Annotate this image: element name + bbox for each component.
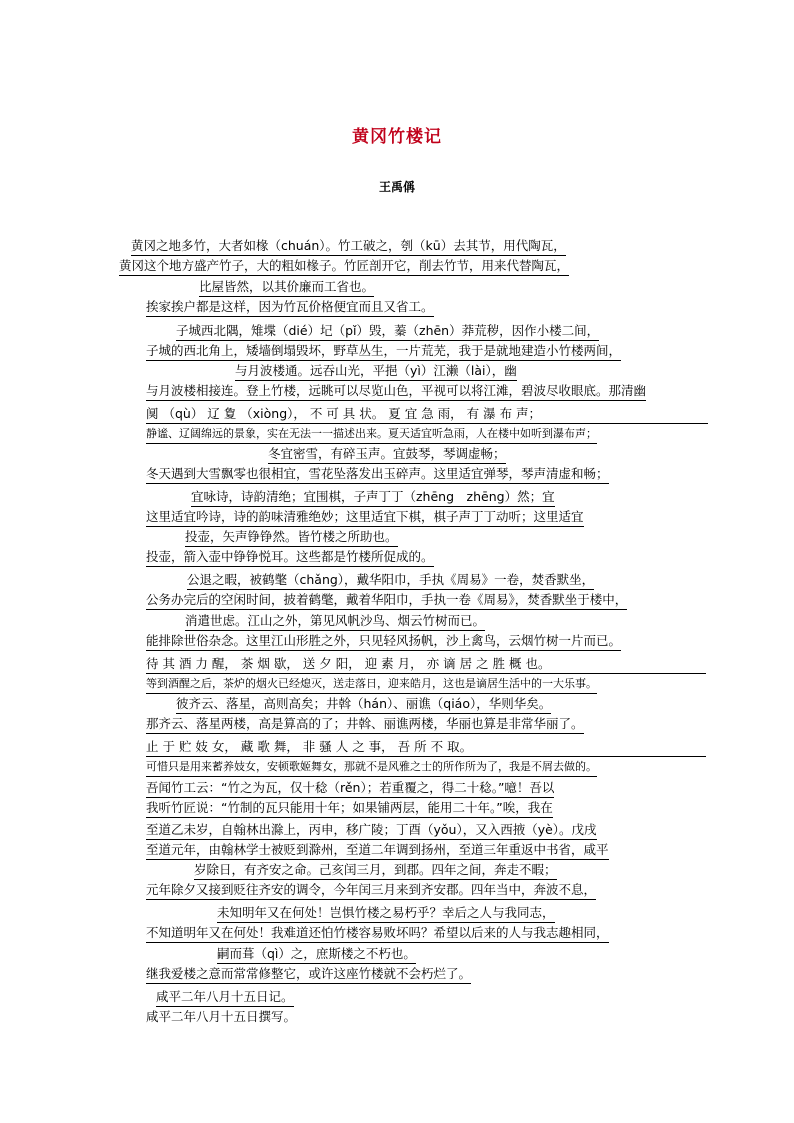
original-text-line: 宜咏诗，诗韵清绝；宜围棋，子声丁丁（zhēng zhēng）然；宜	[191, 488, 555, 507]
original-text-line: 至道乙未岁，自翰林出滁上，丙申，移广陵；丁酉（yǒu），又入西掖（yè）。戊戌	[146, 821, 597, 840]
original-text-line: 嗣而葺（qì）之，庶斯楼之不朽也。	[217, 945, 416, 964]
original-text-line: 阒 （qù） 辽 夐 （xiòng）， 不 可 具 状。 夏 宜 急 雨， 有 瀑 布 声；	[146, 405, 708, 424]
translation-line: 等到酒醒之后，茶炉的烟火已经熄灭，送走落日，迎来皓月，这也是谪居生活中的一大乐事。	[146, 675, 597, 694]
document-author: 王禹偁	[378, 180, 415, 194]
translation-line: 投壶，箭入壶中铮铮悦耳。这些都是竹楼所促成的。	[146, 548, 434, 567]
translation-line: 我听竹匠说：“竹制的瓦只能用十年；如果铺两层，能用二十年。”唉，我在	[146, 799, 553, 818]
original-text-line: 彼齐云、落星，高则高矣；井斡（hán）、丽谯（qiáo），华则华矣。	[176, 695, 551, 714]
original-text-line: 冬宜密雪，有碎玉声。宜鼓琴，琴调虚畅；	[268, 445, 506, 464]
translation-line: 不知道明年又在何处！我难道还怕竹楼容易败坏吗？希望以后来的人与我志趣相同，	[146, 924, 609, 943]
original-text-line: 比屋皆然，以其价廉而工省也。	[199, 278, 374, 297]
date-original-line: 咸平二年八月十五日记。	[156, 988, 294, 1007]
translation-line: 那齐云、落星两楼，高是算高的了；井斡、丽谯两楼，华丽也算是非常华丽了。	[146, 715, 584, 734]
translation-line: 公务办完后的空闲时间，披着鹤氅，戴着华阳巾，手执一卷《周易》，焚香默坐于楼中，	[146, 591, 627, 610]
original-text-line: 未知明年又在何处！岂惧竹楼之易朽乎？幸后之人与我同志，	[217, 904, 555, 923]
translation-line: 可惜只是用来蓄养妓女，安顿歌姬舞女，那就不是风雅之士的所作所为了，我是不屑去做的。	[146, 758, 597, 777]
translation-line: 继我爱楼之意而常常修整它，或许这座竹楼就不会朽烂了。	[146, 965, 471, 984]
translation-line: 与月波楼相接连。登上竹楼，远眺可以尽览山色，平视可以将江滩，碧波尽收眼底。那清幽	[146, 382, 646, 401]
translation-line: 这里适宜吟诗，诗的韵味清雅绝妙；这里适宜下棋，棋子声丁丁动听；这里适宜	[146, 508, 584, 527]
original-text-line: 待 其 酒 力 醒， 茶 烟 歇， 送 夕 阳， 迎 素 月， 亦 谪 居 之 胜 概 也。	[146, 655, 706, 674]
original-text-line: 子城西北隅，雉堞（dié）圮（pǐ）毁，蓁（zhēn）莽荒秽，因作小楼二间，	[176, 322, 599, 341]
original-text-line: 岁除日，有齐安之命。己亥闰三月，到郡。四年之间，奔走不暇；	[194, 861, 557, 880]
translation-line: 黄冈这个地方盛产竹子，大的粗如椽子。竹匠剖开它，削去竹节，用来代替陶瓦，	[119, 257, 569, 276]
original-text-line: 消遣世虑。江山之外，第见风帆沙鸟、烟云竹树而已。	[185, 612, 485, 631]
translation-line: 冬天遇到大雪飘零也很相宜，雪花坠落发出玉碎声。这里适宜弹琴，琴声清虚和畅；	[146, 465, 609, 484]
date-translation-line: 咸平二年八月十五日撰写。	[146, 1009, 297, 1024]
original-text-line: 公退之暇，被鹤氅（chǎng），戴华阳巾，手执《周易》一卷，焚香默坐，	[187, 571, 594, 590]
translation-line: 至道元年，由翰林学士被贬到滁州，至道二年调到扬州，至道三年重返中书省，咸平	[146, 841, 609, 860]
original-text-line: 吾闻竹工云：“竹之为瓦，仅十稔（rěn）；若重覆之，得二十稔。”噫！吾以	[146, 779, 554, 798]
document-title: 黄冈竹楼记	[352, 127, 442, 147]
original-text-line: 止 于 贮 妓 女， 藏 歌 舞， 非 骚 人 之 事， 吾 所 不 取。	[146, 738, 706, 757]
translation-line: 子城的西北角上，矮墙倒塌毁坏，野草丛生，一片荒芜，我于是就地建造小竹楼两间，	[146, 342, 621, 361]
original-text-line: 投壶，矢声铮铮然。皆竹楼之所助也。	[185, 528, 398, 547]
original-text-line: 与月波楼通。远吞山光，平挹（yì）江濑（lài），幽	[235, 362, 517, 381]
translation-line: 能排除世俗杂念。这里江山形胜之外，只见轻风扬帆，沙上禽鸟，云烟竹树一片而已。	[146, 632, 621, 651]
translation-line: 元年除夕又接到贬往齐安的调令，今年闰三月来到齐安郡。四年当中，奔波不息，	[146, 881, 596, 900]
original-text-line: 黄冈之地多竹，大者如椽（chuán）。竹工破之，刳（kū）去其节，用代陶瓦，	[131, 237, 566, 256]
translation-line: 静谧、辽阔绵远的景象，实在无法一一描述出来。夏天适宜听急雨，人在楼中如听到瀑布声；	[146, 425, 597, 444]
translation-line: 挨家挨户都是这样，因为竹瓦价格便宜而且又省工。	[146, 298, 434, 317]
